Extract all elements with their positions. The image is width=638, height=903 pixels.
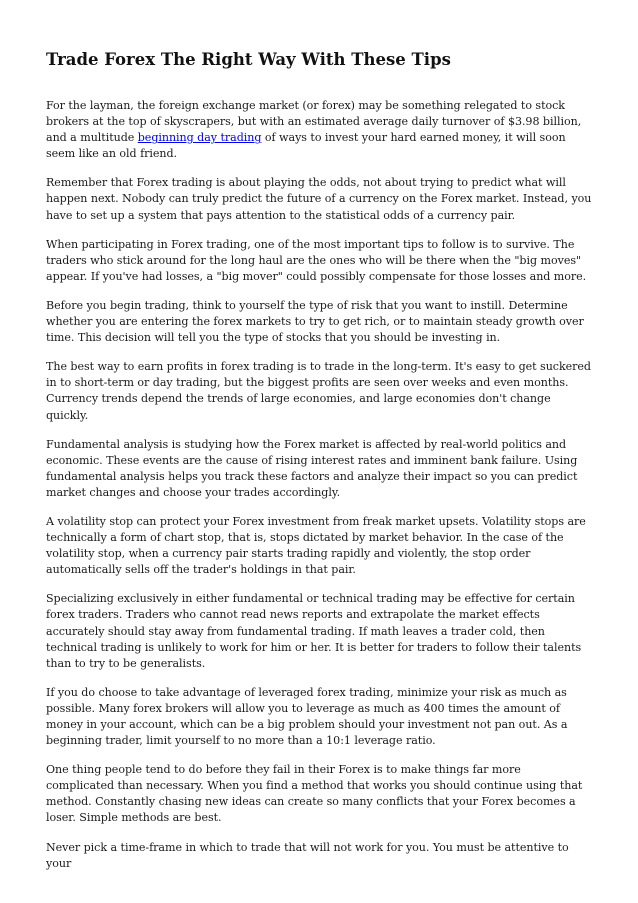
- beginning-day-trading-link[interactable]: beginning day trading: [137, 131, 262, 145]
- paragraph-intro-after: of ways to invest your hard earned money, it will soon seem like an old friend.: [46, 131, 566, 161]
- paragraph: If you do choose to take advantage of leveraged forex trading, minimize your risk as much as possible. Many forex brokers will allow you to leverage as much as 400 times the amount of money in your account, which can be a big problem should your investment not pan out. As a beginning trader, limit yourself to no more than a 10:1 leverage ratio.: [46, 685, 568, 748]
- paragraph: Before you begin trading, think to yourself the type of risk that you want to instill. Determine whether you are entering the forex markets to try to get rich, or to maintain steady growth over time. This decision will tell you the type of stocks that you should be investing in.: [46, 298, 584, 345]
- paragraph: A volatility stop can protect your Forex investment from freak market upsets. Volatility stops are technically a form of chart stop, that is, stops dictated by market behavior. In the case of the volatility stop, when a currency pair starts trading rapidly and violently, the stop order automatically sells off the trader's holdings in that pair.: [46, 514, 586, 577]
- paragraph: Remember that Forex trading is about playing the odds, not about trying to predict what will happen next. Nobody can truly predict the future of a currency on the Forex market. Instead, you have to set up a system that pays attention to the statistical odds of a currency pair.: [46, 176, 592, 222]
- paragraph: The best way to earn profits in forex trading is to trade in the long-term. It's easy to get suckered in to short-term or day trading, but the biggest profits are seen over weeks and even months. Currency trends depend the trends of large economies, and large economies don't change quickly.: [46, 360, 591, 422]
- paragraph: Never pick a time-frame in which to trade that will not work for you. You must be attentive to your: [46, 840, 569, 870]
- paragraph: One thing people tend to do before they fail in their Forex is to make things far more complicated than necessary. When you find a method that works you should continue using that method. Constantly chasing new ideas can create so many conflicts that your Forex becomes a loser. Simple methods are best.: [46, 763, 583, 825]
- paragraph-intro: [46, 98, 592, 162]
- paragraph: Fundamental analysis is studying how the Forex market is affected by real-world politics and economic. These events are the cause of rising interest rates and imminent bank failure. Using fundamental analysis helps you track these factors and analyze their impact so you can predict market changes and choose your trades accordingly.: [46, 437, 578, 499]
- paragraph: When participating in Forex trading, one of the most important tips to follow is to survive. The traders who stick around for the long haul are the ones who will be there when the "big moves" appear. If you've had losses, a "big mover" could possibly compensate for those losses and more.: [46, 237, 587, 283]
- paragraph-intro-before: For the layman, the foreign exchange market (or forex) may be something relegated to stock brokers at the top of skyscrapers, but with an estimated average daily turnover of $3.98 billion, and a multitude: [46, 99, 582, 145]
- page-title: Trade Forex The Right Way With These Tips: [46, 50, 451, 69]
- paragraph: Specializing exclusively in either fundamental or technical trading may be effective for certain forex traders. Traders who cannot read news reports and extrapolate the market effects accurately should stay away from fundamental trading. If math leaves a trader cold, then technical trading is unlikely to work for him or her. It is better for traders to follow their talents than to try to be generalists.: [46, 592, 582, 670]
